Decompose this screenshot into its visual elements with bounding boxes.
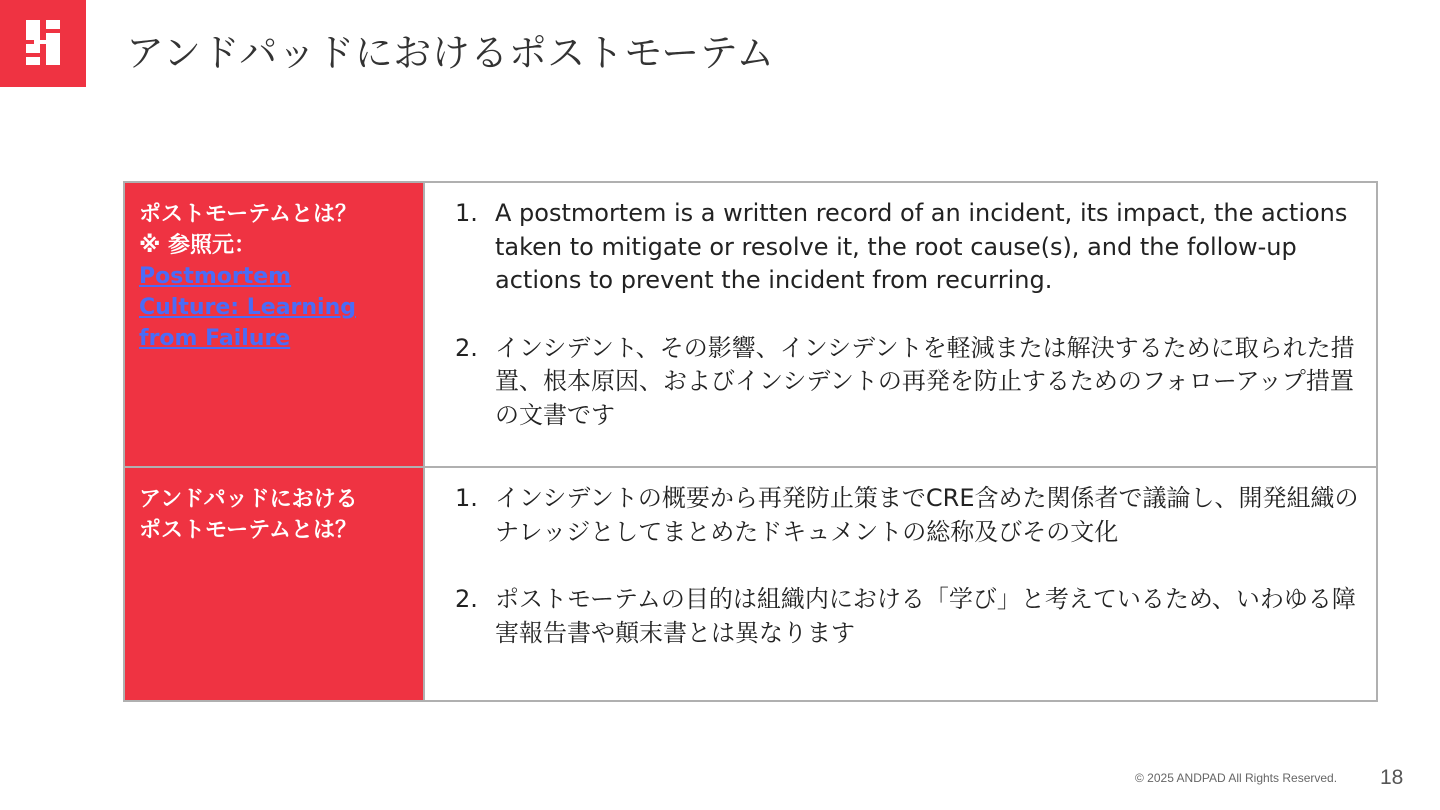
copyright-text: © 2025 ANDPAD All Rights Reserved.: [1135, 771, 1338, 785]
page-number: 18: [1380, 766, 1404, 789]
definition-list: [455, 197, 1362, 432]
row-label-cell: [124, 467, 424, 701]
andpad-definition-list: [455, 482, 1362, 650]
row-label-line: ポストモーテムとは？: [139, 202, 358, 227]
list-item-text: ポストモーテムの目的は組織内における「学び」と考えているため、いわゆる障害報告書や顛末書とは異なります: [495, 585, 1356, 647]
row-label-cell: [124, 182, 424, 467]
list-item-number: 1.: [455, 484, 478, 512]
row-content-cell: [424, 182, 1377, 467]
list-item-number: 2.: [455, 333, 478, 362]
list-item: [455, 482, 1362, 549]
brand-logo: [0, 0, 86, 87]
list-item: [455, 583, 1362, 650]
table-row: [124, 182, 1377, 467]
reference-note: ※ 参照元：: [139, 233, 257, 258]
list-item-text: A postmortem is a written record of an incident, its impact, the actions taken to mitigate or resolve it, the root cause(s), and the follow-up actions to prevent the incident from recurring.: [495, 199, 1348, 294]
postmortem-definition-table: [123, 181, 1378, 702]
list-item-text: インシデントの概要から再発防止策までCRE含めた関係者で議論し、開発組織のナレッジとしてまとめたドキュメントの総称及びその文化: [495, 484, 1359, 546]
list-item-number: 2.: [455, 585, 478, 613]
row-content-cell: [424, 467, 1377, 701]
andpad-logo-icon: [26, 20, 60, 65]
list-item-text: インシデント、その影響、インシデントを軽減または解決するために取られた措置、根本原因、およびインシデントの再発を防止するためのフォローアップ措置の文書です: [495, 333, 1355, 429]
table-row: [124, 467, 1377, 701]
row-label-line: アンドパッドにおける: [139, 487, 358, 512]
row-label-line: ポストモーテムとは？: [139, 518, 358, 543]
page-title: アンドパッドにおけるポストモーテム: [126, 31, 775, 75]
list-item: [455, 332, 1362, 433]
list-item: [455, 197, 1362, 298]
list-item-number: 1.: [455, 199, 478, 227]
postmortem-culture-link[interactable]: Postmortem Culture: Learning from Failure: [139, 264, 357, 351]
